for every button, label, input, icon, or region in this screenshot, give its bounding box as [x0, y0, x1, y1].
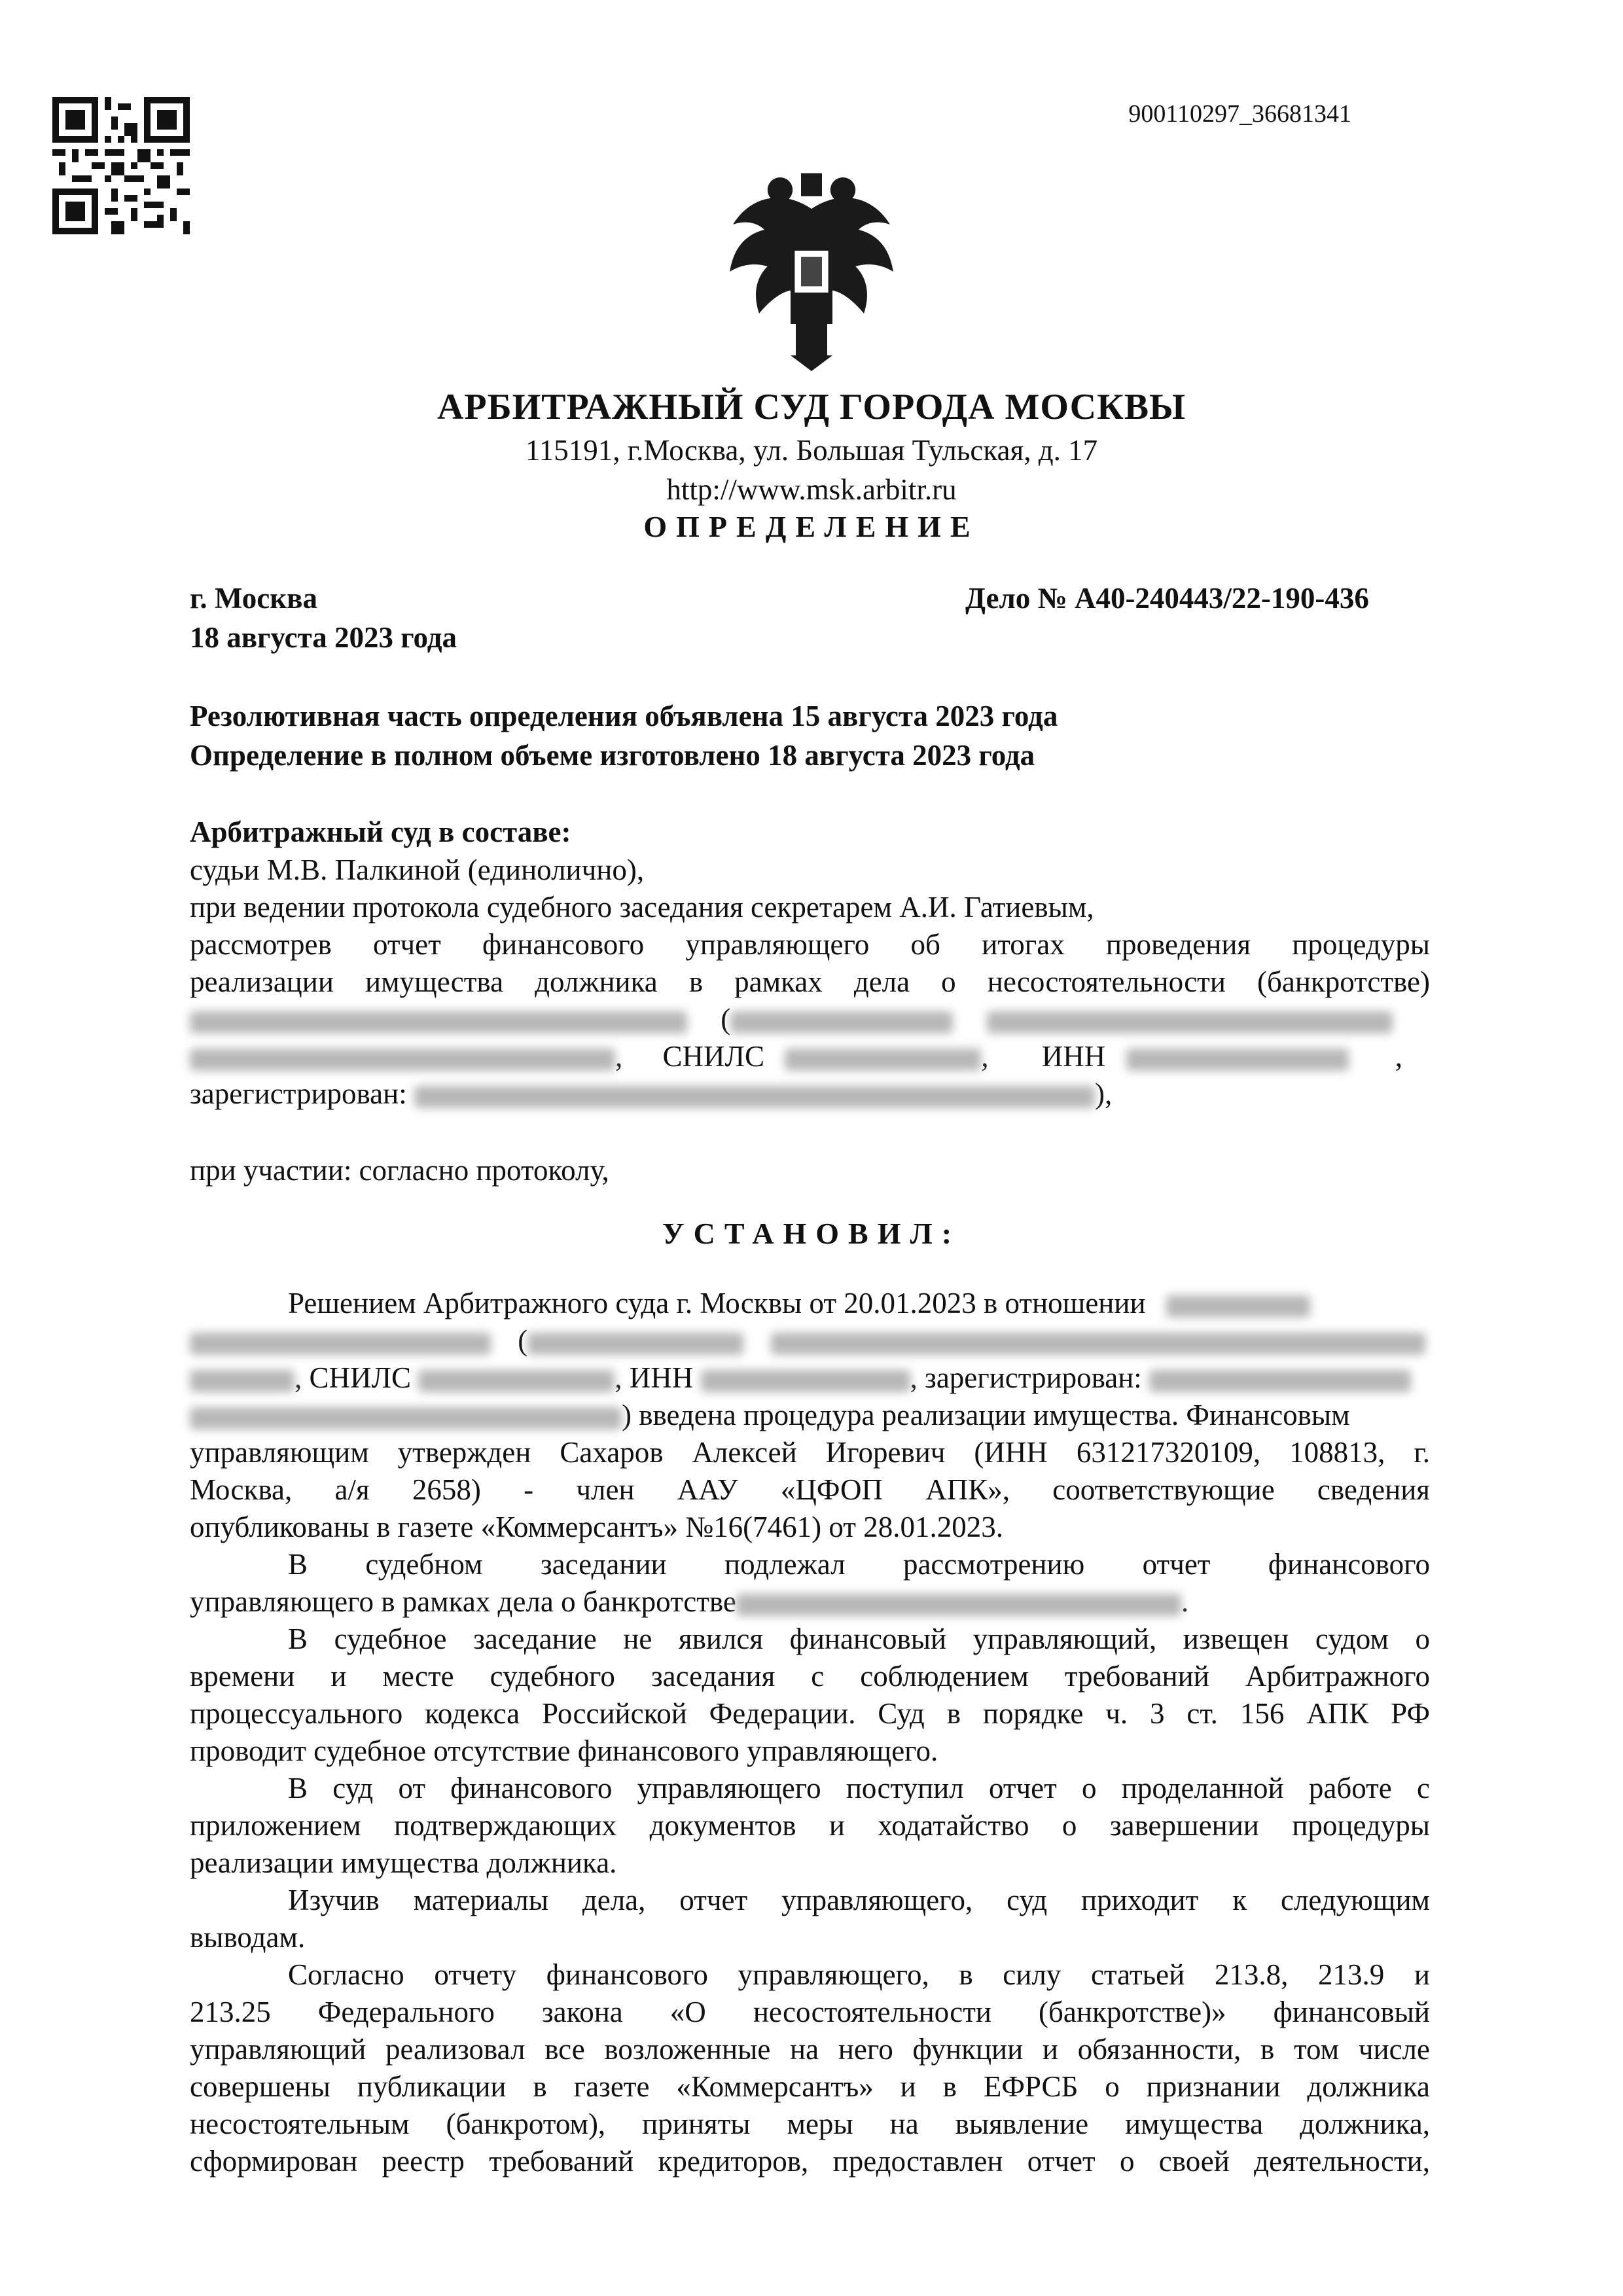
decision-date: 18 августа 2023 года — [190, 621, 457, 654]
p5-line-a: Изучив материалы дела, отчет управляющего, суд приходит к следующим — [288, 1884, 1430, 1916]
qr-code-icon — [52, 97, 190, 234]
p4-line-a: В суд от финансового управляющего поступил отчет о проделанной работе с — [288, 1772, 1430, 1804]
registered-label: зарегистрирован: — [190, 1077, 407, 1110]
p1-line-a — [288, 1286, 1430, 1320]
redacted-inn — [1126, 1049, 1349, 1071]
redacted-region — [190, 1370, 294, 1392]
secretary-line: при ведении протокола судебного заседания секретарем А.И. Гатиевым, — [190, 891, 1094, 924]
redacted-name — [1166, 1295, 1310, 1318]
p6-line-d: совершены публикации в газете «Коммерсантъ» и в ЕФРСБ о признании должника — [190, 2070, 1430, 2103]
full-text-note: Определение в полном объеме изготовлено 18 августа 2023 года — [190, 739, 1035, 772]
case-number: Дело № А40-240443/22-190-436 — [965, 582, 1369, 615]
resolution-note: Резолютивная часть определения объявлена 15 августа 2023 года — [190, 700, 1058, 732]
registered-label: зарегистрирован: — [925, 1361, 1142, 1394]
p1-line-g: опубликованы в газете «Коммерсантъ» №16(7461) от 28.01.2023. — [190, 1511, 1003, 1543]
inn-label: ИНН — [629, 1361, 694, 1394]
judge-line: судьи М.В. Палкиной (единолично), — [190, 853, 645, 886]
redacted-name — [190, 1011, 687, 1033]
p5-line-b: выводам. — [190, 1921, 306, 1954]
redacted-birthdate — [527, 1333, 743, 1355]
p3-line-a: В судебное заседание не явился финансовый управляющий, извещен судом о — [288, 1623, 1430, 1655]
snils-label: СНИЛС — [662, 1040, 765, 1073]
composition-heading: Арбитражный суд в составе: — [190, 816, 571, 848]
court-name: АРБИТРАЖНЫЙ СУД ГОРОДА МОСКВЫ — [437, 387, 1186, 427]
p2-text-b: управляющего в рамках дела о банкротстве — [190, 1585, 736, 1618]
redacted-region — [190, 1049, 615, 1071]
redacted-birthplace — [987, 1011, 1393, 1033]
redacted-inn — [701, 1370, 910, 1392]
court-address: 115191, г.Москва, ул. Большая Тульская, д. 17 — [525, 434, 1098, 467]
p1-line-e: управляющим утвержден Сахаров Алексей Игоревич (ИНН 631217320109, 108813, г. — [190, 1436, 1430, 1469]
established-heading: УСТАНОВИЛ: — [662, 1217, 961, 1250]
redacted-name — [190, 1333, 491, 1355]
redacted-birthplace — [771, 1333, 1425, 1355]
p4-line-b: приложением подтверждающих документов и ходатайство о завершении процедуры — [190, 1809, 1430, 1842]
court-website: http://www.msk.arbitr.ru — [666, 473, 957, 506]
debtor-line-1: ( — [190, 1002, 1430, 1036]
p1-text-a: Решением Арбитражного суда г. Москвы от 20.01.2023 в отношении — [288, 1287, 1146, 1319]
redacted-address — [414, 1086, 1095, 1108]
p6-line-b: 213.25 Федерального закона «О несостоятельности (банкротстве)» финансовый — [190, 1996, 1430, 2028]
inn-label: ИНН — [1041, 1040, 1106, 1073]
p6-line-f: сформирован реестр требований кредиторов, предоставлен отчет о своей деятельности, — [190, 2145, 1430, 2178]
document-type: ОПРЕДЕЛЕНИЕ — [643, 510, 980, 543]
p1-line-d — [190, 1398, 1430, 1432]
p1-line-b: ( — [190, 1323, 1430, 1357]
debtor-line-3: зарегистрирован: ), — [190, 1077, 1113, 1110]
russian-coat-of-arms-emblem — [707, 167, 916, 376]
document-id: 900110297_36681341 — [1128, 100, 1351, 128]
p6-line-c: управляющий реализовал все возложенные на него функции и обязанности, в том числе — [190, 2033, 1430, 2066]
redacted-snils — [785, 1049, 981, 1071]
redacted-snils — [418, 1370, 615, 1392]
snils-label: СНИЛС — [309, 1361, 412, 1394]
considering-line-1: рассмотрев отчет финансового управляющего об итогах проведения процедуры — [190, 928, 1430, 961]
p3-line-d: проводит судебное отсутствие финансового управляющего. — [190, 1734, 938, 1767]
p3-line-c: процессуального кодекса Российской Федерации. Суд в порядке ч. 3 ст. 156 АПК РФ — [190, 1697, 1430, 1730]
p6-line-e: несостоятельным (банкротом), приняты меры на выявление имущества должника, — [190, 2108, 1430, 2140]
p3-line-b: времени и месте судебного заседания с соблюдением требований Арбитражного — [190, 1660, 1430, 1693]
redacted-address — [1149, 1370, 1411, 1392]
redacted-birthdate — [730, 1011, 953, 1033]
p1-line-f: Москва, а/я 2658) - член ААУ «ЦФОП АПК», соответствующие сведения — [190, 1473, 1430, 1506]
participation-line: при участии: согласно протоколу, — [190, 1154, 609, 1187]
p6-line-a: Согласно отчету финансового управляющего, в силу статьей 213.8, 213.9 и — [288, 1958, 1430, 1991]
p1-text-d: ) введена процедура реализации имущества. Финансовым — [622, 1399, 1350, 1431]
p4-line-c: реализации имущества должника. — [190, 1846, 617, 1879]
p1-line-c: , СНИЛС , ИНН , зарегистрирован: — [190, 1361, 1430, 1395]
considering-line-2: реализации имущества должника в рамках дела о несостоятельности (банкротстве) — [190, 965, 1430, 998]
redacted-address — [190, 1407, 622, 1429]
debtor-line-2: , СНИЛС , ИНН , — [190, 1039, 1430, 1073]
p2-line-b: управляющего в рамках дела о банкротстве . — [190, 1585, 1189, 1618]
p2-line-a: В судебном заседании подлежал рассмотрению отчет финансового — [288, 1548, 1430, 1581]
city: г. Москва — [190, 582, 317, 615]
redacted-name — [736, 1594, 1181, 1616]
